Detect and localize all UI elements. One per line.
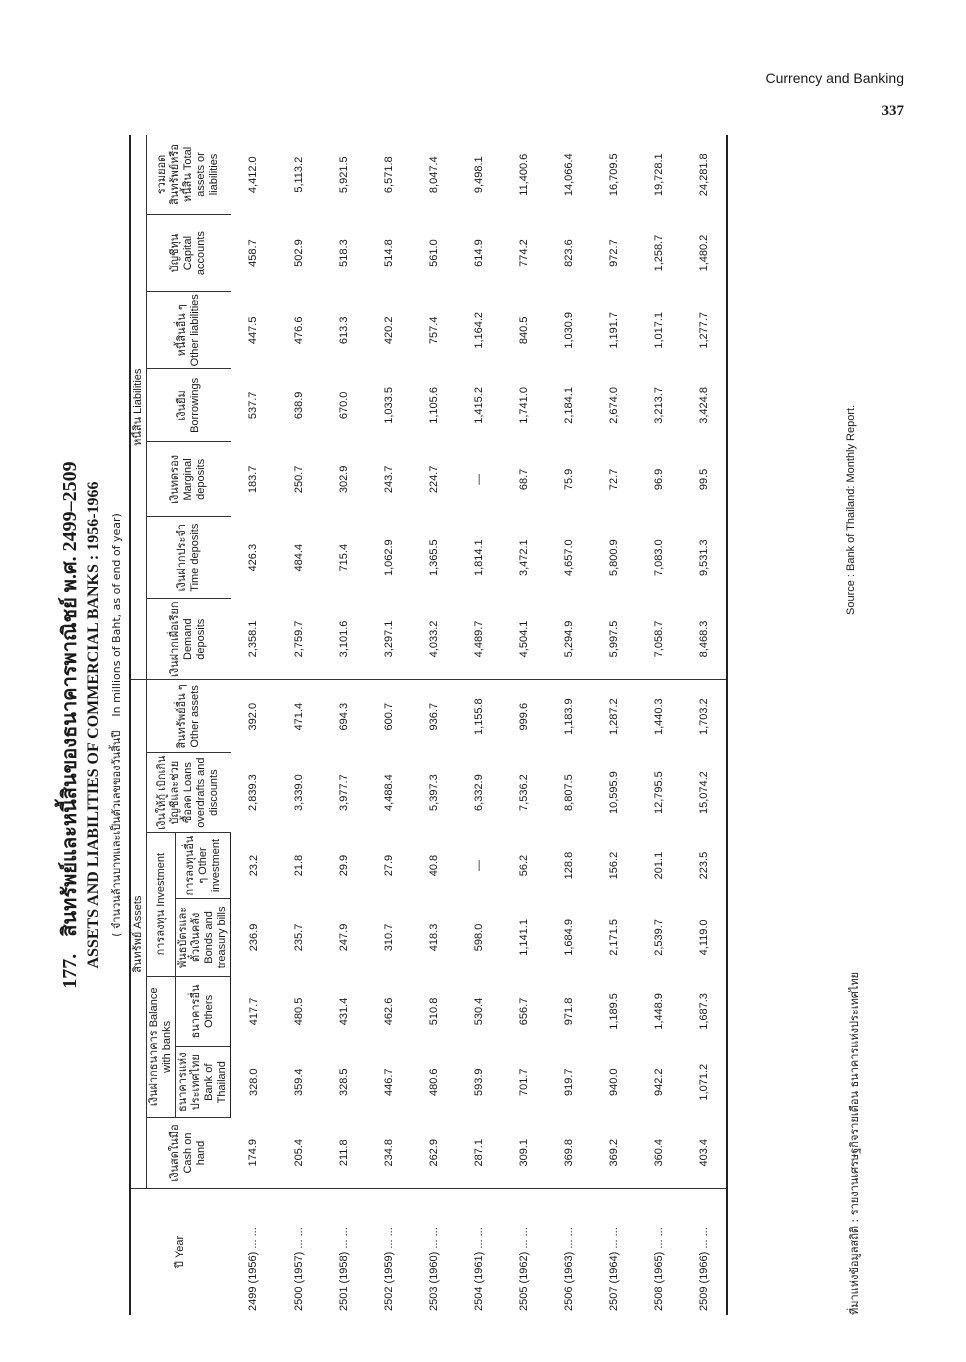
value-cell: 600.7 [382, 702, 395, 731]
value-cell: 302.9 [337, 465, 350, 494]
value-cell: 15,074.2 [681, 753, 727, 832]
value-cell: 359.4 [292, 1068, 305, 1096]
value-cell: 27.9 [382, 854, 395, 877]
value-cell: 19,728.1 [652, 153, 665, 197]
value-cell: 1,703.2 [681, 680, 727, 753]
value-cell: 2,539.7 [652, 919, 665, 956]
value-cell: 4,412.0 [247, 156, 260, 194]
value-cell: 156.2 [607, 851, 620, 880]
value-cell: 128.8 [562, 851, 575, 880]
value-cell: 1,033.5 [382, 387, 395, 424]
value-cell: 919.7 [562, 1068, 575, 1096]
value-cell: 1,191.7 [607, 311, 620, 349]
value-cell: 6,332.9 [472, 774, 485, 811]
value-cell: 369.2 [591, 1118, 636, 1189]
value-cell: 4,504.1 [501, 598, 546, 680]
value-cell: 328.0 [247, 1068, 260, 1096]
value-cell: 510.8 [427, 997, 440, 1026]
group-liabilities: หนี้สิน Liabilities [130, 135, 147, 680]
value-cell: 6,571.8 [382, 156, 395, 194]
value-cell: 1,684.9 [562, 919, 575, 956]
value-cell: 1,448.9 [652, 993, 665, 1030]
value-cell: 328.5 [337, 1068, 350, 1096]
group-assets: สินทรัพย์ Assets [130, 680, 147, 1188]
value-cell: 2,839.3 [247, 774, 260, 811]
value-cell: — [472, 473, 485, 485]
value-cell: 1,415.2 [472, 387, 485, 424]
value-cell: 420.2 [382, 316, 395, 345]
col-capital-accounts: บัญชีทุน Capital accounts [147, 214, 231, 291]
value-cell: 480.5 [292, 997, 305, 1026]
value-cell: 447.5 [247, 316, 260, 345]
value-cell: 1,030.9 [562, 311, 575, 349]
value-cell: 3,213.7 [652, 387, 665, 424]
col-borrowings: เงินยืม Borrowings [147, 369, 231, 442]
value-cell: 972.7 [607, 239, 620, 267]
rotated-table-block [45, 135, 905, 1315]
value-cell: 3,297.1 [366, 598, 411, 680]
year-cell: 2506 (1963) ... ... [562, 1227, 575, 1311]
value-cell: 3,101.6 [321, 598, 366, 680]
value-cell: 1,105.6 [427, 387, 440, 424]
value-cell: 250.7 [292, 465, 305, 494]
value-cell: 936.7 [427, 702, 440, 731]
value-cell: 243.7 [382, 465, 395, 494]
table-title-thai: สินทรัพย์และหนี้สินของธนาคารพาณิชย์ พ.ศ. 2499–2509 [59, 461, 81, 937]
value-cell: 8,047.4 [427, 156, 440, 194]
value-cell: 29.9 [337, 854, 350, 877]
value-cell: 183.7 [247, 465, 260, 494]
value-cell: 4,488.4 [382, 774, 395, 811]
value-cell: 205.4 [276, 1118, 321, 1189]
value-cell: 561.0 [427, 239, 440, 267]
value-cell: 2,184.1 [562, 387, 575, 424]
table-row [321, 135, 366, 1315]
value-cell: 72.7 [607, 468, 620, 491]
table-row [636, 135, 681, 1315]
table-row [411, 135, 456, 1315]
value-cell: 224.7 [427, 465, 440, 494]
col-demand-deposits: เงินฝากเผื่อเรียก Demand deposits [147, 598, 231, 680]
unit-note-english: In millions of Baht, as of end of year) [110, 513, 123, 717]
value-cell: 3,424.8 [681, 369, 727, 442]
value-cell: 1,287.2 [607, 698, 620, 736]
value-cell: 2,358.1 [231, 598, 277, 680]
col-loans: เงินให้กู้ เบิกเกินบัญชีและช่วยซื้อลด Loans overdrafts and discounts [147, 753, 231, 832]
value-cell: 369.8 [546, 1118, 591, 1189]
value-cell: 5,997.5 [591, 598, 636, 680]
value-cell: 537.7 [247, 391, 260, 420]
value-cell: 40.8 [427, 854, 440, 877]
value-cell: 4,033.2 [411, 598, 456, 680]
value-cell: 823.6 [562, 239, 575, 267]
value-cell: 1,277.7 [681, 292, 727, 369]
value-cell: 234.8 [366, 1118, 411, 1189]
value-cell: 68.7 [517, 468, 530, 491]
assets-liabilities-table [129, 135, 728, 1315]
value-cell: — [472, 860, 485, 872]
value-cell: 21.8 [292, 854, 305, 877]
value-cell: 310.7 [382, 923, 395, 952]
col-year: ปี Year [174, 1235, 187, 1269]
section-header: Currency and Banking [765, 70, 904, 86]
table-row [681, 135, 727, 1315]
value-cell: 96.9 [652, 468, 665, 491]
value-cell: 1,017.1 [652, 311, 665, 349]
year-cell: 2508 (1965) ... ... [652, 1227, 665, 1311]
value-cell: 593.9 [472, 1068, 485, 1096]
value-cell: 431.4 [337, 997, 350, 1026]
value-cell: 5,113.2 [292, 156, 305, 193]
value-cell: 502.9 [292, 239, 305, 267]
value-cell: 940.0 [607, 1068, 620, 1096]
table-number: 177. [59, 953, 81, 989]
value-cell: 99.5 [681, 442, 727, 517]
group-balance-with-banks: เงินฝากธนาคาร Balance with banks [147, 976, 176, 1118]
table-row [366, 135, 411, 1315]
value-cell: 9,498.1 [472, 156, 485, 194]
value-cell: 174.9 [231, 1118, 277, 1189]
value-cell: 480.6 [427, 1068, 440, 1096]
value-cell: 1,440.3 [652, 698, 665, 736]
value-cell: 5,294.9 [546, 598, 591, 680]
value-cell: 211.8 [321, 1118, 366, 1189]
table-body [231, 135, 728, 1315]
value-cell: 1,258.7 [652, 234, 665, 272]
col-time-deposits: เงินฝากประจำ Time deposits [147, 517, 231, 599]
value-cell: 7,058.7 [636, 598, 681, 680]
value-cell: 1,164.2 [472, 311, 485, 349]
col-bank-of-thailand: ธนาคารแห่งประเทศไทย Bank of Thailand [176, 1047, 231, 1118]
page-number: 337 [881, 103, 904, 119]
unit-note [107, 135, 125, 1315]
year-cell: 2500 (1957) ... ... [292, 1227, 305, 1311]
value-cell: 5,921.5 [337, 156, 350, 194]
table-row [231, 135, 277, 1315]
value-cell: 9,531.3 [681, 517, 727, 599]
table-row [456, 135, 501, 1315]
value-cell: 426.3 [247, 543, 260, 572]
value-cell: 514.8 [382, 239, 395, 267]
value-cell: 3,339.0 [292, 774, 305, 811]
value-cell: 757.4 [427, 316, 440, 345]
unit-note-thai: ( จำนวนล้านบาทและเป็นตัวเลขของวันสิ้นปี [110, 730, 123, 937]
value-cell: 613.3 [337, 316, 350, 345]
value-cell: 262.9 [411, 1118, 456, 1189]
value-cell: 247.9 [337, 923, 350, 952]
value-cell: 56.2 [517, 854, 530, 877]
value-cell: 2,674.0 [607, 387, 620, 424]
group-investment: การลงทุน Investment [147, 832, 176, 976]
value-cell: 16,709.5 [607, 153, 620, 197]
value-cell: 392.0 [247, 702, 260, 731]
year-cell: 2501 (1958) ... ... [337, 1227, 350, 1311]
value-cell: 1,062.9 [382, 539, 395, 577]
year-cell: 2507 (1964) ... ... [607, 1227, 620, 1311]
value-cell: 694.3 [337, 702, 350, 731]
value-cell: 638.9 [292, 391, 305, 420]
value-cell: 12,795.5 [652, 771, 665, 815]
value-cell: 1,155.8 [472, 698, 485, 736]
value-cell: 75.9 [562, 468, 575, 491]
table-row [501, 135, 546, 1315]
value-cell: 7,536.2 [517, 774, 530, 811]
value-cell: 1,365.5 [427, 539, 440, 577]
value-cell: 235.7 [292, 923, 305, 952]
value-cell: 999.6 [517, 702, 530, 731]
year-cell: 2504 (1961) ... ... [472, 1227, 485, 1311]
year-cell: 2509 (1966) ... ... [681, 1188, 727, 1315]
value-cell: 462.6 [382, 997, 395, 1026]
value-cell: 4,489.7 [456, 598, 501, 680]
value-cell: 360.4 [636, 1118, 681, 1189]
col-other-investment: การลงทุนอื่น ๆ Other investment [176, 832, 231, 899]
value-cell: 774.2 [517, 239, 530, 267]
value-cell: 3,472.1 [517, 539, 530, 577]
value-cell: 287.1 [456, 1118, 501, 1189]
value-cell: 8,807.5 [562, 774, 575, 811]
value-cell: 446.7 [382, 1068, 395, 1096]
value-cell: 3,977.7 [337, 774, 350, 811]
table-header [130, 135, 231, 1315]
value-cell: 458.7 [247, 239, 260, 267]
value-cell: 236.9 [247, 923, 260, 952]
col-bonds: พันธบัตรและตั๋วเงินคลัง Bonds and treasury bills [176, 899, 231, 976]
value-cell: 223.5 [681, 832, 727, 899]
value-cell: 471.4 [292, 702, 305, 731]
value-cell: 5,800.9 [607, 539, 620, 577]
year-cell: 2505 (1962) ... ... [517, 1227, 530, 1311]
value-cell: 701.7 [517, 1068, 530, 1096]
value-cell: 518.3 [337, 239, 350, 267]
value-cell: 476.6 [292, 316, 305, 345]
table-row [591, 135, 636, 1315]
value-cell: 24,281.8 [681, 135, 727, 214]
value-cell: 2,759.7 [276, 598, 321, 680]
value-cell: 309.1 [501, 1118, 546, 1189]
value-cell: 670.0 [337, 391, 350, 420]
year-cell: 2502 (1959) ... ... [382, 1227, 395, 1311]
col-other-assets: สินทรัพย์อื่น ๆ Other assets [147, 680, 231, 753]
col-other-liabilities: หนี้สินอื่น ๆ Other liabilities [147, 292, 231, 369]
table-row [546, 135, 591, 1315]
value-cell: 614.9 [472, 239, 485, 267]
year-cell: 2503 (1960) ... ... [427, 1227, 440, 1311]
value-cell: 5,397.3 [427, 774, 440, 811]
value-cell: 1,141.1 [517, 919, 530, 956]
value-cell: 1,189.5 [607, 993, 620, 1030]
value-cell: 11,400.6 [517, 153, 530, 196]
value-cell: 598.0 [472, 923, 485, 952]
value-cell: 1,741.0 [517, 387, 530, 424]
table-title-english: ASSETS AND LIABILITIES OF COMMERCIAL BANKS : 1956-1966 [85, 481, 102, 969]
table-row [276, 135, 321, 1315]
value-cell: 656.7 [517, 997, 530, 1026]
value-cell: 403.4 [681, 1118, 727, 1189]
value-cell: 1,071.2 [681, 1047, 727, 1118]
col-other-banks: ธนาคารอื่น Others [176, 976, 231, 1047]
col-total: รวมยอดสินทรัพย์หรือหนี้สิน Total assets or liabilities [147, 135, 231, 214]
value-cell: 1,687.3 [681, 976, 727, 1047]
col-marginal-deposits: เงินทดรอง Marginal deposits [147, 442, 231, 517]
value-cell: 1,814.1 [472, 539, 485, 577]
value-cell: 1,183.9 [562, 698, 575, 736]
value-cell: 484.4 [292, 543, 305, 572]
value-cell: 2,171.5 [607, 919, 620, 956]
value-cell: 14,066.4 [562, 153, 575, 197]
value-cell: 201.1 [652, 851, 665, 880]
value-cell: 942.2 [652, 1068, 665, 1096]
value-cell: 1,480.2 [681, 214, 727, 291]
value-cell: 8,468.3 [681, 598, 727, 680]
value-cell: 971.8 [562, 997, 575, 1026]
value-cell: 418.3 [427, 923, 440, 952]
value-cell: 10,595.9 [607, 771, 620, 815]
table-title [53, 135, 85, 1315]
value-cell: 4,657.0 [562, 539, 575, 577]
value-cell: 715.4 [337, 543, 350, 572]
col-cash: เงินสดในมือ Cash on hand [147, 1118, 231, 1189]
source-thai: ที่มาแห่งข้อมูลสถิติ : รายงานเศรษฐกิจรายเดือน ธนาคารแห่งประเทศไทย [848, 971, 861, 1315]
year-cell: 2499 (1956) ... ... [247, 1227, 260, 1311]
value-cell: 530.4 [472, 997, 485, 1026]
value-cell: 840.5 [517, 316, 530, 345]
source-english: Source : Bank of Thailand: Monthly Report. [845, 404, 857, 615]
value-cell: 417.7 [247, 997, 260, 1026]
value-cell: 4,119.0 [681, 899, 727, 976]
value-cell: 7,083.0 [652, 539, 665, 577]
value-cell: 23.2 [247, 854, 260, 877]
